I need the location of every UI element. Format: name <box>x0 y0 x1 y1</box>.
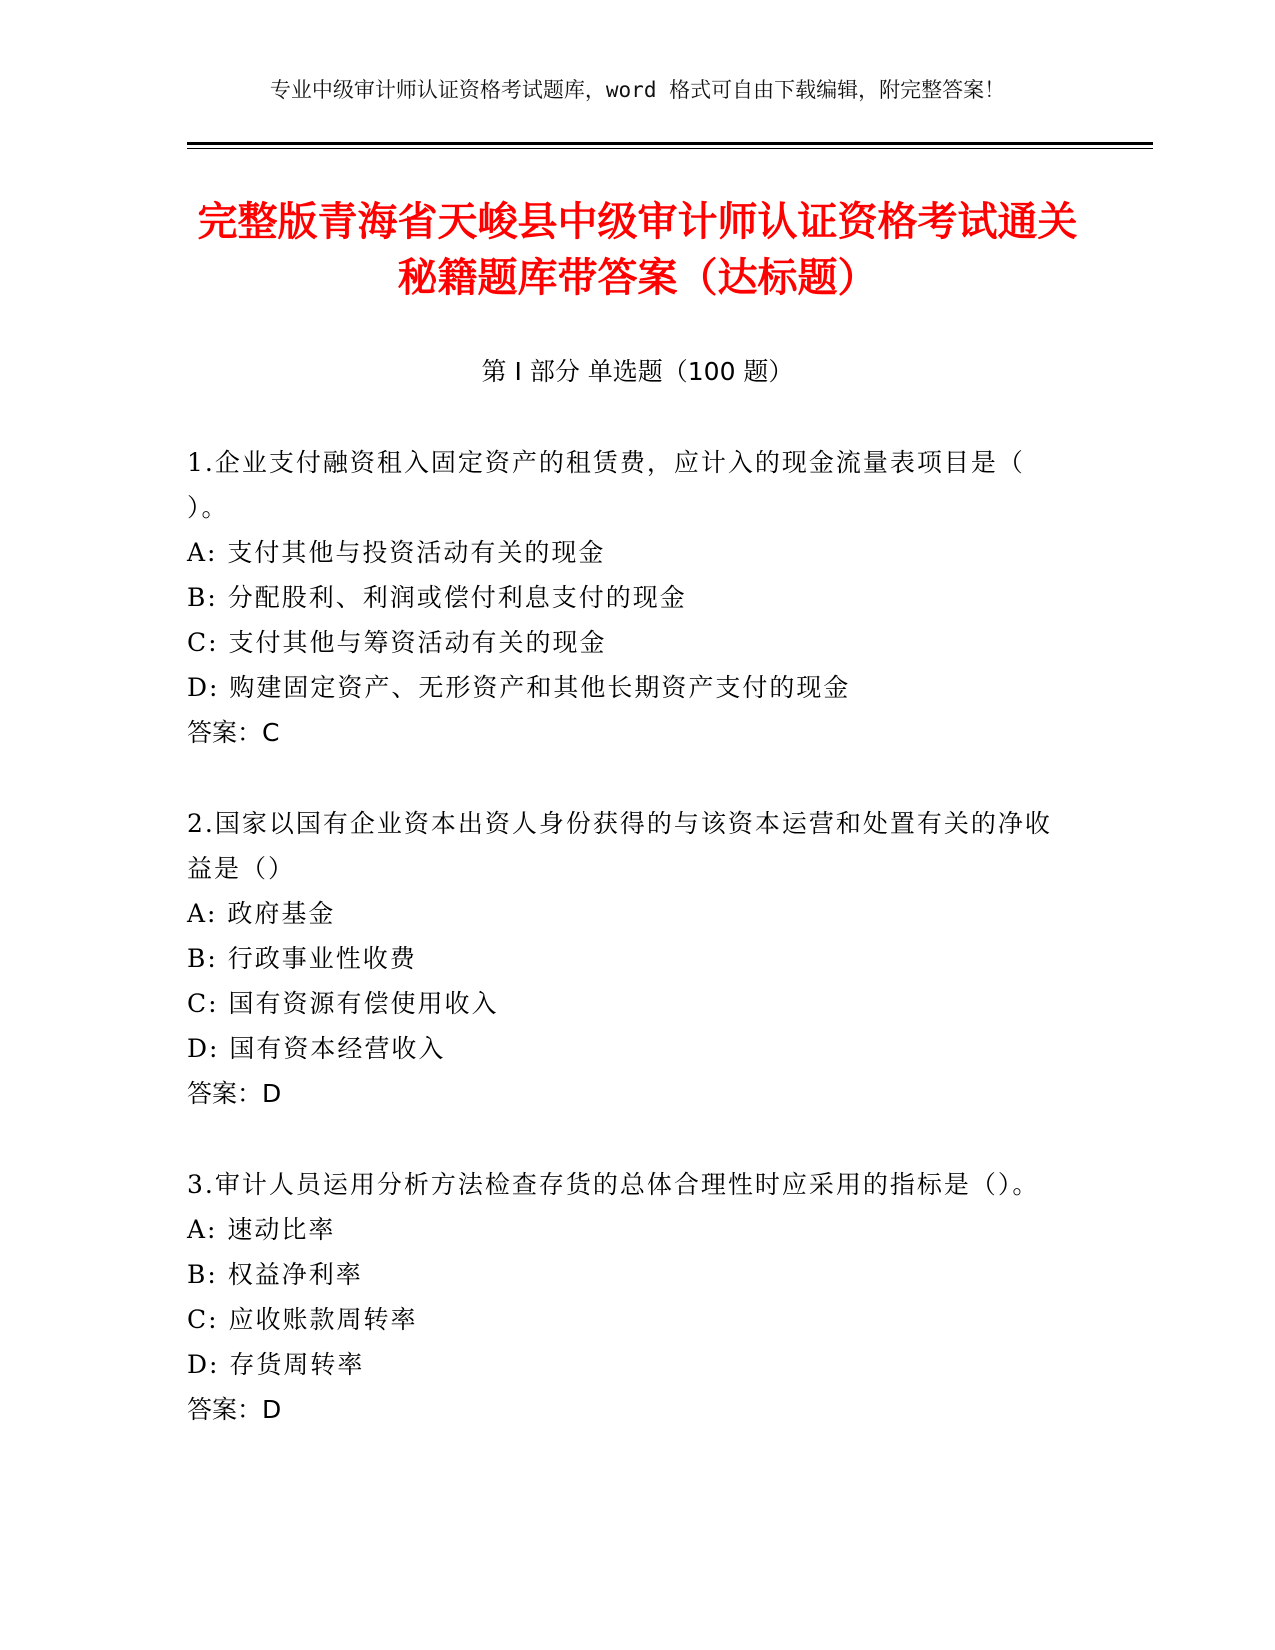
header-rule-thin <box>187 148 1153 149</box>
option-d: D: 购建固定资产、无形资产和其他长期资产支付的现金 <box>187 673 851 702</box>
answer: 答案：C <box>187 718 280 747</box>
section-heading: 第 I 部分 单选题（100 题） <box>481 357 794 386</box>
option-c: C: 国有资源有偿使用收入 <box>187 989 499 1018</box>
question-1 <box>187 440 1067 755</box>
option-a: A: 速动比率 <box>187 1215 336 1244</box>
question-2 <box>187 801 1067 1116</box>
header-note: 专业中级审计师认证资格考试题库，word 格式可自由下载编辑，附完整答案！ <box>269 78 1006 102</box>
option-c: C: 支付其他与筹资活动有关的现金 <box>187 628 607 657</box>
option-d: D: 国有资本经营收入 <box>187 1034 446 1063</box>
question-stem: 3.审计人员运用分析方法检查存货的总体合理性时应采用的指标是（）。 <box>187 1170 1040 1199</box>
answer: 答案：D <box>187 1395 282 1424</box>
option-b: B: 权益净利率 <box>187 1260 363 1289</box>
question-list <box>187 440 1067 1478</box>
answer: 答案：D <box>187 1079 282 1108</box>
question-stem: 1.企业支付融资租入固定资产的租赁费，应计入的现金流量表项目是（ ）。 <box>187 448 1025 522</box>
option-d: D: 存货周转率 <box>187 1350 365 1379</box>
question-stem: 2.国家以国有企业资本出资人身份获得的与该资本运营和处置有关的净收益是（） <box>187 809 1052 883</box>
header-rule-thick <box>187 142 1153 145</box>
option-a: A: 支付其他与投资活动有关的现金 <box>187 538 606 567</box>
question-3 <box>187 1162 1067 1432</box>
document-title: 完整版青海省天峻县中级审计师认证资格考试通关秘籍题库带答案（达标题） <box>197 199 1078 301</box>
option-b: B: 分配股利、利润或偿付利息支付的现金 <box>187 583 687 612</box>
option-b: B: 行政事业性收费 <box>187 944 417 973</box>
option-a: A: 政府基金 <box>187 899 336 928</box>
option-c: C: 应收账款周转率 <box>187 1305 418 1334</box>
